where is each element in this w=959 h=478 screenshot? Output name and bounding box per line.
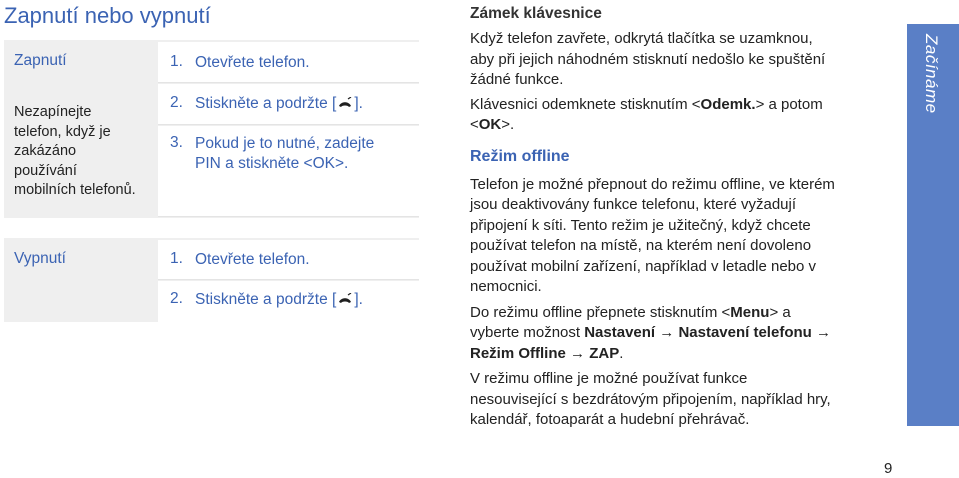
keylock-paragraph (470, 29, 895, 91)
arrow-icon: → (570, 344, 586, 362)
step-text-part: ]. (354, 95, 363, 112)
step-item (158, 42, 419, 83)
offline-functions-paragraph (470, 369, 895, 431)
power-on-heading: Zapnutí (14, 52, 67, 69)
text-line: aby při jejich náhodném stisknutí nedošlo ke spuštění (470, 50, 826, 68)
page-title: Zapnutí nebo vypnutí (4, 3, 211, 28)
step-item (158, 240, 419, 280)
note-line: zakázáno (14, 143, 77, 159)
menu-path-item: Nastavení telefonu (678, 324, 812, 341)
text-part: < (470, 116, 479, 133)
step-number: 3. (170, 134, 183, 151)
power-off-heading: Vypnutí (14, 250, 66, 267)
step-number: 1. (170, 250, 183, 267)
softkey-label: OK (478, 116, 502, 133)
chapter-side-tab (907, 24, 959, 426)
text-line: kalendář, fotoaparát a hudební přehrávač. (470, 411, 750, 428)
step-text (195, 134, 415, 174)
text-line: nemocnici. (470, 278, 542, 295)
step-text: Otevřete telefon. (195, 54, 310, 71)
arrow-icon: → (659, 324, 675, 341)
power-off-section (4, 238, 419, 322)
right-column (470, 5, 895, 431)
menu-path-item: Režim Offline (470, 344, 566, 362)
softkey-label: Odemk. (700, 95, 756, 113)
softkey-label: Menu (730, 303, 770, 321)
text-part: > a (769, 303, 791, 321)
note-line: Nezapínejte (14, 104, 92, 120)
power-on-steps (158, 40, 419, 218)
power-on-label-panel (4, 40, 156, 218)
text-part: Klávesnici odemknete stisknutím < (470, 95, 701, 113)
page-number: 9 (884, 460, 893, 477)
step-text-part: Stiskněte a podržte [ (195, 95, 337, 112)
step-number: 2. (170, 290, 183, 307)
step-number: 1. (170, 53, 183, 70)
arrow-icon: → (815, 324, 831, 341)
chapter-tab-label: Začínáme (922, 34, 941, 114)
text-line: žádné funkce. (470, 71, 564, 88)
menu-path-item: ZAP (589, 344, 620, 362)
text-part: vyberte možnost (470, 324, 585, 341)
step-text (195, 290, 415, 310)
offline-instructions (470, 303, 895, 365)
text-line: Telefon je možné přepnout do režimu offline, ve kterém (470, 175, 835, 193)
text-line: V režimu offline je možné používat funkce (470, 370, 748, 387)
step-item (158, 126, 419, 217)
power-off-label-panel (4, 238, 156, 322)
end-call-key-icon (338, 293, 352, 305)
text-line: nesouvisející s bezdrátovým připojením, například hry, (470, 390, 831, 408)
note-line: mobilních telefonů. (14, 182, 136, 198)
text-part: Do režimu offline přepnete stisknutím < (470, 303, 731, 321)
keylock-unlock-paragraph (470, 95, 895, 136)
text-line: Když telefon zavřete, odkrytá tlačítka se uzamknou, (470, 30, 813, 47)
text-line: jsou deaktivovány funkce telefonu, které vyžadují (470, 196, 797, 213)
menu-path-item: Nastavení (584, 324, 656, 341)
offline-heading: Režim offline (470, 147, 570, 165)
text-line: používat telefon na místě, na kterém není dovoleno (470, 237, 812, 254)
end-call-key-icon (338, 97, 352, 109)
step-item (158, 281, 419, 322)
text-line: používat mobilní zařízení, například v letadle nebo v (470, 257, 817, 275)
step-text-part: Stiskněte a podržte [ (195, 291, 337, 308)
note-line: telefon, když je (14, 123, 111, 140)
step-number: 2. (170, 94, 183, 111)
step-text-line: Pokud je to nutné, zadejte (195, 135, 375, 152)
offline-paragraph (470, 175, 895, 298)
text-part: >. (501, 116, 515, 133)
text-line: připojení k síti. Tento režim je užitečný, když chcete (470, 216, 811, 234)
text-part: > a potom (755, 95, 823, 113)
step-text: Otevřete telefon. (195, 251, 310, 268)
step-text-line: PIN a stiskněte <OK>. (195, 155, 349, 172)
note-line: používání (14, 162, 77, 179)
power-off-steps (158, 238, 419, 322)
step-item (158, 84, 419, 125)
step-text-part: ]. (354, 291, 363, 308)
power-on-note (14, 103, 136, 201)
step-text (195, 94, 415, 114)
power-on-section (4, 40, 419, 218)
keylock-heading: Zámek klávesnice (470, 5, 602, 22)
text-part: . (619, 344, 624, 362)
